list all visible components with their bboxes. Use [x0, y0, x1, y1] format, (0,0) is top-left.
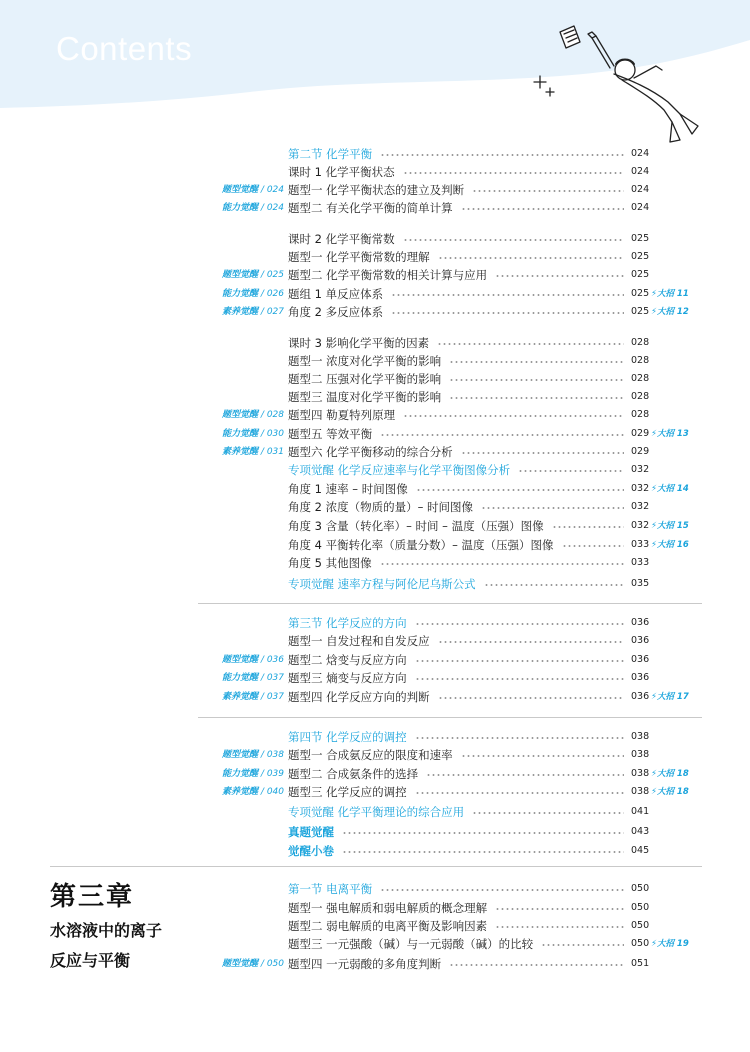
awakening-tag-separator: /	[258, 307, 267, 317]
toc-entry[interactable]	[0, 765, 750, 783]
awakening-tag	[222, 181, 284, 199]
awakening-tag	[222, 765, 284, 783]
dot-leader	[438, 641, 624, 643]
toc-entry-title: 题型二 合成氨条件的选择	[288, 767, 419, 781]
toc-entry[interactable]	[0, 935, 750, 953]
toc-entry-title: 题型三 温度对化学平衡的影响	[288, 390, 442, 404]
toc-entry-title: 第三节 化学反应的方向	[288, 616, 407, 630]
toc-entry-title: 专项觉醒 速率方程与阿伦尼乌斯公式	[288, 577, 476, 591]
toc-entry-title: 角度 2 多反应体系	[288, 305, 384, 319]
awakening-tag-label: 素养觉醒	[222, 447, 259, 457]
dot-leader	[495, 275, 624, 277]
toc-entry[interactable]	[0, 498, 750, 516]
toc-entry-page: 028	[631, 391, 650, 402]
toc-entry[interactable]	[0, 536, 750, 554]
chapter-title-line1: 水溶液中的离子	[50, 921, 163, 940]
trick-reference: ⚡大招 12	[651, 307, 689, 317]
toc-entry-page: 038	[631, 786, 650, 797]
toc-entry-title: 题型五 等效平衡	[288, 427, 373, 441]
dot-leader	[380, 434, 624, 436]
awakening-tag-separator: /	[258, 692, 267, 702]
toc-entry-page: 028	[631, 337, 650, 348]
toc-entry-title: 课时 3 影响化学平衡的因素	[288, 336, 430, 350]
toc-entry-page: 032	[631, 464, 650, 475]
toc-entry-title: 题型四 一元弱酸的多角度判断	[288, 957, 442, 971]
toc-entry-page: 029	[631, 428, 650, 439]
awakening-tag-separator: /	[258, 185, 267, 195]
diver-illustration	[530, 18, 710, 148]
toc-entry-title: 角度 2 浓度（物质的量）– 时间图像	[288, 500, 474, 514]
toc-entry[interactable]	[0, 461, 750, 479]
toc-entry-page: 025	[631, 288, 650, 299]
awakening-tag	[222, 955, 284, 973]
toc-entry[interactable]	[0, 917, 750, 935]
toc-entry-page: 045	[631, 845, 650, 856]
dot-leader	[415, 792, 624, 794]
toc-entry[interactable]	[0, 370, 750, 388]
toc-entry-page: 038	[631, 731, 650, 742]
awakening-tag-label: 题型觉醒	[222, 185, 259, 195]
awakening-tag-label: 题型觉醒	[222, 410, 259, 420]
toc-entry-page: 050	[631, 938, 650, 949]
toc-entry-page: 036	[631, 654, 650, 665]
toc-entry[interactable]	[0, 285, 750, 303]
awakening-tag-page: 036	[266, 655, 284, 665]
dot-leader	[562, 545, 624, 547]
toc-entry-title: 题型一 强电解质和弱电解质的概念理解	[288, 901, 488, 915]
dot-leader	[416, 489, 624, 491]
toc-entry-title: 题型六 化学平衡移动的综合分析	[288, 445, 453, 459]
awakening-tag	[222, 199, 284, 217]
dot-leader	[426, 774, 624, 776]
dot-leader	[438, 257, 624, 259]
awakening-tag-label: 素养觉醒	[222, 787, 259, 797]
awakening-tag-label: 题型觉醒	[222, 750, 259, 760]
toc-entry-title: 角度 1 速率 – 时间图像	[288, 482, 408, 496]
awakening-tag-separator: /	[258, 270, 267, 280]
dot-leader	[449, 361, 624, 363]
dot-leader	[403, 415, 624, 417]
awakening-tag-page: 038	[266, 750, 284, 760]
dot-leader	[415, 737, 624, 739]
awakening-tag-page: 037	[266, 673, 284, 683]
dot-leader	[495, 908, 624, 910]
awakening-tag	[222, 669, 284, 687]
trick-reference: ⚡大招 14	[651, 484, 689, 494]
awakening-tag-separator: /	[258, 203, 267, 213]
awakening-tag	[222, 303, 284, 321]
awakening-tag-label: 能力觉醒	[222, 289, 259, 299]
awakening-tag-separator: /	[258, 289, 267, 299]
dot-leader	[449, 379, 624, 381]
toc-entry-title: 课时 1 化学平衡状态	[288, 165, 395, 179]
awakening-tag-separator: /	[258, 429, 267, 439]
awakening-tag-label: 能力觉醒	[222, 673, 259, 683]
toc-entry-title: 题组 1 单反应体系	[288, 287, 384, 301]
dot-leader	[461, 755, 624, 757]
awakening-tag-page: 027	[266, 307, 284, 317]
dot-leader	[342, 851, 624, 853]
toc-entry[interactable]	[0, 823, 750, 841]
toc-entry-title: 第四节 化学反应的调控	[288, 730, 407, 744]
toc-entry-page: 038	[631, 768, 650, 779]
awakening-tag	[222, 266, 284, 284]
toc-entry-title: 题型一 合成氨反应的限度和速率	[288, 748, 453, 762]
awakening-tag-separator: /	[258, 750, 267, 760]
toc-entry[interactable]	[0, 303, 750, 321]
toc-entry-title: 角度 4 平衡转化率（质量分数）– 温度（压强）图像	[288, 538, 554, 552]
toc-entry-title: 题型二 压强对化学平衡的影响	[288, 372, 442, 386]
toc-entry-title: 题型一 化学平衡常数的理解	[288, 250, 430, 264]
awakening-tag-separator: /	[258, 410, 267, 420]
awakening-tag-page: 026	[266, 289, 284, 299]
toc-entry[interactable]	[0, 388, 750, 406]
toc-entry-title: 题型四 勒夏特列原理	[288, 408, 396, 422]
dot-leader	[449, 397, 624, 399]
dot-leader	[552, 526, 624, 528]
dot-leader	[518, 470, 624, 472]
toc-entry-title: 题型二 有关化学平衡的简单计算	[288, 201, 453, 215]
awakening-tag-page: 039	[266, 769, 284, 779]
toc-entry-page: 036	[631, 617, 650, 628]
toc-entry-page: 024	[631, 184, 650, 195]
awakening-tag-label: 能力觉醒	[222, 203, 259, 213]
awakening-tag-page: 037	[266, 692, 284, 702]
toc-entry-title: 题型四 化学反应方向的判断	[288, 690, 430, 704]
toc-entry-page: 036	[631, 672, 650, 683]
dot-leader	[437, 343, 624, 345]
toc-entry-title: 专项觉醒 化学反应速率与化学平衡图像分析	[288, 463, 511, 477]
toc-entry-page: 029	[631, 446, 650, 457]
chapter-number: 第三章	[50, 882, 135, 912]
toc-entry-title: 题型二 焓变与反应方向	[288, 653, 407, 667]
trick-reference: ⚡大招 19	[651, 939, 689, 949]
toc-entry-title: 题型一 自发过程和自发反应	[288, 634, 430, 648]
dot-leader	[481, 507, 624, 509]
toc-entry[interactable]	[0, 480, 750, 498]
awakening-tag-separator: /	[258, 787, 267, 797]
dot-leader	[403, 239, 624, 241]
toc-entry[interactable]	[0, 880, 750, 898]
awakening-tag-label: 能力觉醒	[222, 429, 259, 439]
trick-reference: ⚡大招 16	[651, 540, 689, 550]
awakening-tag-label: 素养觉醒	[222, 692, 259, 702]
toc-entry-page: 036	[631, 635, 650, 646]
toc-entry[interactable]	[0, 199, 750, 217]
trick-reference: ⚡大招 17	[651, 692, 689, 702]
toc-entry-title: 题型三 熵变与反应方向	[288, 671, 407, 685]
awakening-tag	[222, 285, 284, 303]
dot-leader	[403, 172, 624, 174]
awakening-tag	[222, 688, 284, 706]
toc-entry-title: 专项觉醒 化学平衡理论的综合应用	[288, 805, 465, 819]
toc-entry-title: 题型三 一元强酸（碱）与一元弱酸（碱）的比较	[288, 937, 534, 951]
toc-entry[interactable]	[0, 651, 750, 669]
awakening-tag	[222, 783, 284, 801]
toc-entry-page: 025	[631, 233, 650, 244]
awakening-tag-separator: /	[258, 673, 267, 683]
awakening-tag-label: 题型觉醒	[222, 655, 259, 665]
awakening-tag	[222, 443, 284, 461]
toc-entry-page: 050	[631, 902, 650, 913]
toc-entry-page: 024	[631, 148, 650, 159]
dot-leader	[484, 584, 624, 586]
toc-entry[interactable]	[0, 688, 750, 706]
toc-entry-page: 025	[631, 251, 650, 262]
toc-entry-page: 024	[631, 166, 650, 177]
awakening-tag-page: 031	[266, 447, 284, 457]
trick-reference: ⚡大招 18	[651, 769, 689, 779]
awakening-tag	[222, 746, 284, 764]
toc-entry-title: 角度 5 其他图像	[288, 556, 372, 570]
toc-entry-title: 角度 3 含量（转化率）– 时间 – 温度（压强）图像	[288, 519, 544, 533]
awakening-tag-label: 能力觉醒	[222, 769, 259, 779]
section-divider	[198, 603, 702, 604]
toc-entry[interactable]	[0, 334, 750, 352]
toc-entry-page: 038	[631, 749, 650, 760]
toc-entry[interactable]	[0, 425, 750, 443]
awakening-tag-page: 024	[266, 185, 284, 195]
awakening-tag-separator: /	[258, 959, 267, 969]
toc-entry-title: 觉醒小卷	[288, 844, 334, 858]
dot-leader	[472, 812, 624, 814]
section-divider	[198, 717, 702, 718]
toc-entry-page: 025	[631, 306, 650, 317]
toc-entry[interactable]	[0, 554, 750, 572]
toc-entry-title: 课时 2 化学平衡常数	[288, 232, 395, 246]
dot-leader	[415, 623, 624, 625]
trick-reference: ⚡大招 13	[651, 429, 689, 439]
trick-reference: ⚡大招 15	[651, 521, 689, 531]
toc-entry-page: 033	[631, 539, 650, 550]
toc-entry[interactable]	[0, 248, 750, 266]
dot-leader	[495, 926, 624, 928]
toc-entry[interactable]	[0, 517, 750, 535]
toc-entry-page: 032	[631, 483, 650, 494]
toc-entry-page: 024	[631, 202, 650, 213]
toc-entry-page: 032	[631, 520, 650, 531]
toc-entry-page: 033	[631, 557, 650, 568]
toc-entry-page: 028	[631, 373, 650, 384]
toc-entry[interactable]	[0, 575, 750, 593]
toc-entry-page: 051	[631, 958, 650, 969]
toc-entry[interactable]	[0, 230, 750, 248]
toc-entry[interactable]	[0, 614, 750, 632]
toc-entry[interactable]	[0, 181, 750, 199]
toc-entry-title: 题型一 浓度对化学平衡的影响	[288, 354, 442, 368]
awakening-tag-page: 040	[266, 787, 284, 797]
toc-entry-page: 050	[631, 883, 650, 894]
toc-entry-title: 题型一 化学平衡状态的建立及判断	[288, 183, 465, 197]
toc-entry-page: 043	[631, 826, 650, 837]
awakening-tag-page: 030	[266, 429, 284, 439]
awakening-tag-label: 题型觉醒	[222, 959, 259, 969]
dot-leader	[342, 832, 624, 834]
dot-leader	[461, 452, 624, 454]
toc-entry-page: 028	[631, 409, 650, 420]
dot-leader	[391, 294, 624, 296]
awakening-tag-separator: /	[258, 447, 267, 457]
awakening-tag-separator: /	[258, 655, 267, 665]
awakening-tag-page: 028	[266, 410, 284, 420]
toc-entry-page: 025	[631, 269, 650, 280]
awakening-tag-page: 025	[266, 270, 284, 280]
toc-entry[interactable]	[0, 728, 750, 746]
toc-entry[interactable]	[0, 632, 750, 650]
chapter-divider	[50, 866, 702, 867]
dot-leader	[472, 190, 624, 192]
toc-entry[interactable]	[0, 783, 750, 801]
toc-entry-page: 036	[631, 691, 650, 702]
toc-entry-title: 真题觉醒	[288, 825, 334, 839]
toc-entry-title: 题型二 弱电解质的电离平衡及影响因素	[288, 919, 488, 933]
dot-leader	[461, 208, 624, 210]
awakening-tag-label: 题型觉醒	[222, 270, 259, 280]
chapter-title-line2: 反应与平衡	[50, 951, 131, 970]
toc-entry-page: 041	[631, 806, 650, 817]
toc-entry[interactable]	[0, 352, 750, 370]
toc-entry-page: 032	[631, 501, 650, 512]
trick-reference: ⚡大招 11	[651, 289, 689, 299]
dot-leader	[380, 154, 624, 156]
awakening-tag-label: 素养觉醒	[222, 307, 259, 317]
toc-entry[interactable]	[0, 145, 750, 163]
toc-entry[interactable]	[0, 842, 750, 860]
toc-entry[interactable]	[0, 803, 750, 821]
awakening-tag-separator: /	[258, 769, 267, 779]
toc-entry-title: 第二节 化学平衡	[288, 147, 373, 161]
awakening-tag	[222, 406, 284, 424]
dot-leader	[449, 964, 624, 966]
toc-entry[interactable]	[0, 746, 750, 764]
page-title: Contents	[56, 30, 193, 67]
toc-entry-page: 035	[631, 578, 650, 589]
dot-leader	[415, 678, 624, 680]
dot-leader	[415, 660, 624, 662]
toc-entry[interactable]	[0, 443, 750, 461]
dot-leader	[438, 697, 624, 699]
dot-leader	[380, 563, 624, 565]
awakening-tag-page: 050	[266, 959, 284, 969]
toc-entry-page: 028	[631, 355, 650, 366]
dot-leader	[380, 889, 624, 891]
toc-entry[interactable]	[0, 669, 750, 687]
awakening-tag-page: 024	[266, 203, 284, 213]
trick-reference: ⚡大招 18	[651, 787, 689, 797]
toc-entry[interactable]	[0, 266, 750, 284]
awakening-tag	[222, 425, 284, 443]
toc-entry-title: 第一节 电离平衡	[288, 882, 373, 896]
toc-entry-page: 050	[631, 920, 650, 931]
toc-entry[interactable]	[0, 163, 750, 181]
awakening-tag	[222, 651, 284, 669]
dot-leader	[541, 944, 624, 946]
toc-entry-title: 题型三 化学反应的调控	[288, 785, 407, 799]
toc-entry-title: 题型二 化学平衡常数的相关计算与应用	[288, 268, 488, 282]
toc-entry[interactable]	[0, 955, 750, 973]
dot-leader	[391, 312, 624, 314]
toc-entry[interactable]	[0, 899, 750, 917]
toc-entry[interactable]	[0, 406, 750, 424]
